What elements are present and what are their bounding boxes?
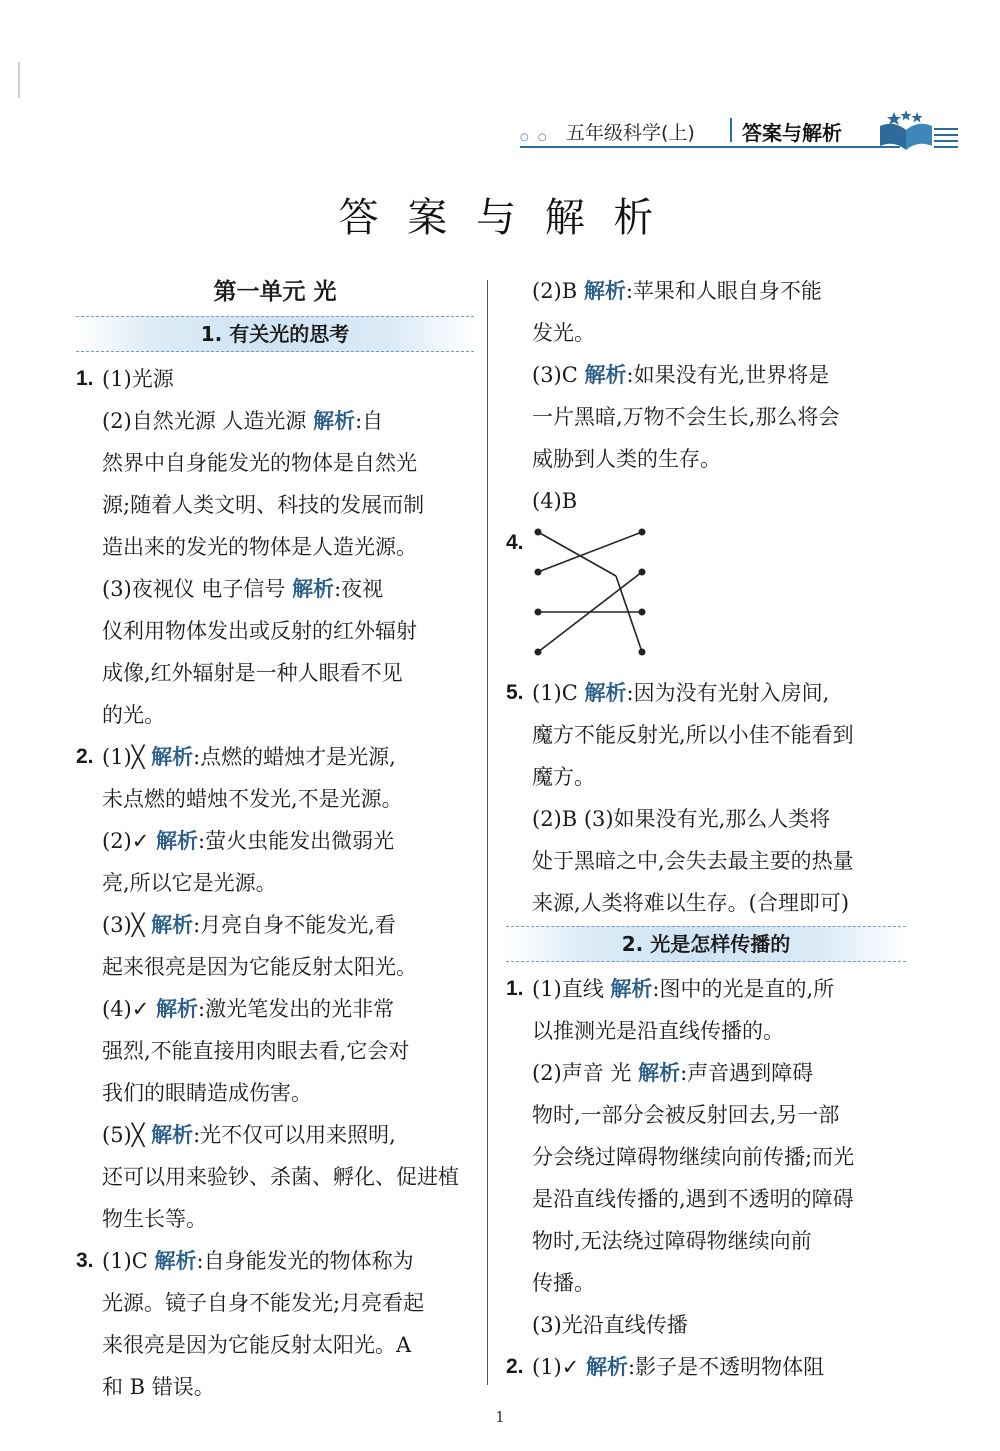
answer-text: (2)自然光源 人造光源 (102, 409, 314, 433)
question-number: 3. (76, 1249, 94, 1272)
answer-text: :图中的光是直的,所 (652, 977, 835, 1001)
answer-line: 强烈,不能直接用肉眼去看,它会对 (102, 1039, 410, 1063)
answer-line: 我们的眼睛造成伤害。 (102, 1081, 312, 1105)
header-subject: 五年级科学(上) (566, 122, 695, 144)
answer-text: (1)╳ (102, 745, 152, 769)
answer-text: :点燃的蜡烛才是光源, (193, 745, 396, 769)
answer-text: (1)C (102, 1249, 155, 1273)
analysis-keyword: 解析 (586, 1355, 629, 1379)
answer-line: 亮,所以它是光源。 (102, 871, 277, 895)
dot-point (535, 609, 542, 616)
answer-line (102, 568, 474, 610)
dot-point (535, 569, 542, 576)
dot-point (639, 529, 646, 536)
question-number: 4. (506, 531, 524, 554)
header-section-title: 答案与解析 (742, 121, 842, 145)
answer-line (102, 904, 474, 946)
unit-title: 第一单元 光 (213, 279, 337, 305)
answer-line (102, 400, 474, 442)
analysis-keyword: 解析 (151, 913, 194, 937)
answer-line (532, 968, 906, 1010)
answer-line: 分会绕过障碍物继续向前传播;而光 (532, 1145, 855, 1169)
answer-line: 仪利用物体发出或反射的红外辐射 (102, 619, 417, 643)
analysis-keyword: 解析 (638, 1061, 681, 1085)
answer-line: 是沿直线传播的,遇到不透明的障碍 (532, 1187, 854, 1211)
header-rule (520, 146, 900, 148)
answer-text: :声音遇到障碍 (680, 1061, 814, 1085)
answer-line: (2)B (3)如果没有光,那么人类将 (532, 807, 831, 831)
question-item (506, 270, 906, 522)
answer-line: 还可以用来验钞、杀菌、孵化、促进植 (102, 1165, 459, 1189)
dot-point (639, 649, 646, 656)
answer-text: (1)✓ (532, 1355, 587, 1379)
answer-text: (2)B (532, 279, 584, 303)
question-number: 5. (506, 681, 524, 704)
analysis-keyword: 解析 (583, 279, 626, 303)
answer-line: 物时,无法绕过障碍物继续向前 (532, 1229, 812, 1253)
answer-line: 处于黑暗之中,会失去最主要的热量 (532, 849, 854, 873)
matching-line (538, 532, 616, 576)
answer-line: 造出来的发光的物体是人造光源。 (102, 535, 417, 559)
section-heading: 2. 光是怎样传播的 (506, 926, 906, 962)
answer-text: (5)╳ (102, 1123, 152, 1147)
right-column (506, 270, 906, 1388)
question-number: 2. (76, 745, 94, 768)
page-number: 1 (495, 1408, 505, 1426)
answer-line: 和 B 错误。 (102, 1375, 215, 1399)
answer-line (102, 736, 474, 778)
dot-point (535, 649, 542, 656)
answer-line (102, 1240, 474, 1282)
answer-line: 以推测光是沿直线传播的。 (532, 1019, 784, 1043)
header-dots: ○ ○ (520, 132, 550, 143)
answer-text: :自 (355, 409, 384, 433)
answer-line: 魔方不能反射光,所以小佳不能看到 (532, 723, 854, 747)
answer-line (532, 270, 906, 312)
answer-line (102, 1114, 474, 1156)
scan-edge-mark (18, 62, 20, 98)
question-item (76, 1240, 474, 1408)
answer-line: (1)光源 (102, 367, 174, 391)
answer-text: :光不仅可以用来照明, (193, 1123, 396, 1147)
answer-line: 魔方。 (532, 765, 595, 789)
page-header (520, 106, 960, 154)
answer-line: 起来很亮是因为它能反射太阳光。 (102, 955, 417, 979)
matching-lines-diagram (532, 526, 662, 666)
answer-text: (2)声音 光 (532, 1061, 639, 1085)
dot-point (639, 609, 646, 616)
answer-line: 光源。镜子自身不能发光;月亮看起 (102, 1291, 425, 1315)
analysis-keyword: 解析 (584, 363, 627, 387)
header-separator (730, 118, 732, 142)
analysis-keyword: 解析 (584, 681, 627, 705)
answer-text: :如果没有光,世界将是 (626, 363, 830, 387)
answer-line: 来源,人类将难以生存。(合理即可) (532, 891, 850, 915)
answer-line: 威胁到人类的生存。 (532, 447, 721, 471)
answer-text: :萤火虫能发出微弱光 (198, 829, 395, 853)
question-number: 1. (76, 367, 94, 390)
analysis-keyword: 解析 (151, 1123, 194, 1147)
matching-line (538, 532, 642, 572)
answer-text: (3)C (532, 363, 585, 387)
answer-text: :苹果和人眼自身不能 (625, 279, 822, 303)
question-item (76, 358, 474, 736)
answer-line (532, 354, 906, 396)
answer-line: 源;随着人类文明、科技的发展而制 (102, 493, 425, 517)
analysis-keyword: 解析 (156, 829, 199, 853)
answer-text: (2)✓ (102, 829, 157, 853)
analysis-keyword: 解析 (313, 409, 356, 433)
answer-text: :月亮自身不能发光,看 (193, 913, 396, 937)
answer-text: (1)直线 (532, 977, 611, 1001)
answer-line: 的光。 (102, 703, 165, 727)
answer-line: 传播。 (532, 1271, 595, 1295)
answer-line (102, 988, 474, 1030)
answer-text: :激光笔发出的光非常 (198, 997, 395, 1021)
answer-text: (3)夜视仪 电子信号 (102, 577, 293, 601)
analysis-keyword: 解析 (151, 745, 194, 769)
open-book-logo-icon (872, 108, 958, 152)
question-item (506, 672, 906, 924)
matching-line (616, 576, 642, 652)
answer-text: :夜视 (334, 577, 384, 601)
answer-text: (4)✓ (102, 997, 157, 1021)
answer-line (532, 672, 906, 714)
question-number: 1. (506, 977, 524, 1000)
answer-text: :自身能发光的物体称为 (196, 1249, 414, 1273)
answer-line: (4)B (532, 489, 578, 513)
answer-text: :因为没有光射入房间, (626, 681, 830, 705)
answer-line: 物时,一部分会被反射回去,另一部 (532, 1103, 840, 1127)
analysis-keyword: 解析 (154, 1249, 197, 1273)
question-item (506, 522, 906, 672)
page-title: 答 案 与 解 析 (338, 195, 662, 241)
answer-line: 一片黑暗,万物不会生长,那么将会 (532, 405, 840, 429)
question-item (506, 1346, 906, 1388)
analysis-keyword: 解析 (610, 977, 653, 1001)
answer-line: 成像,红外辐射是一种人眼看不见 (102, 661, 403, 685)
answer-line: 发光。 (532, 321, 595, 345)
question-item (506, 968, 906, 1346)
section-heading: 1. 有关光的思考 (76, 316, 474, 352)
answer-line (532, 1052, 906, 1094)
answer-line: 未点燃的蜡烛不发光,不是光源。 (102, 787, 403, 811)
answer-line: 然界中自身能发光的物体是自然光 (102, 451, 417, 475)
analysis-keyword: 解析 (156, 997, 199, 1021)
dot-point (639, 569, 646, 576)
column-divider (487, 280, 488, 1385)
answer-line: (3)光沿直线传播 (532, 1313, 688, 1337)
answer-line (102, 820, 474, 862)
analysis-keyword: 解析 (292, 577, 335, 601)
question-number: 2. (506, 1355, 524, 1378)
dot-point (535, 529, 542, 536)
answer-text: (1)C (532, 681, 585, 705)
left-column (76, 270, 474, 1408)
answer-line (532, 1346, 906, 1388)
answer-text: (3)╳ (102, 913, 152, 937)
answer-line: 物生长等。 (102, 1207, 207, 1231)
answer-text: :影子是不透明物体阻 (628, 1355, 825, 1379)
question-item (76, 736, 474, 1240)
answer-line: 来很亮是因为它能反射太阳光。A (102, 1333, 412, 1357)
